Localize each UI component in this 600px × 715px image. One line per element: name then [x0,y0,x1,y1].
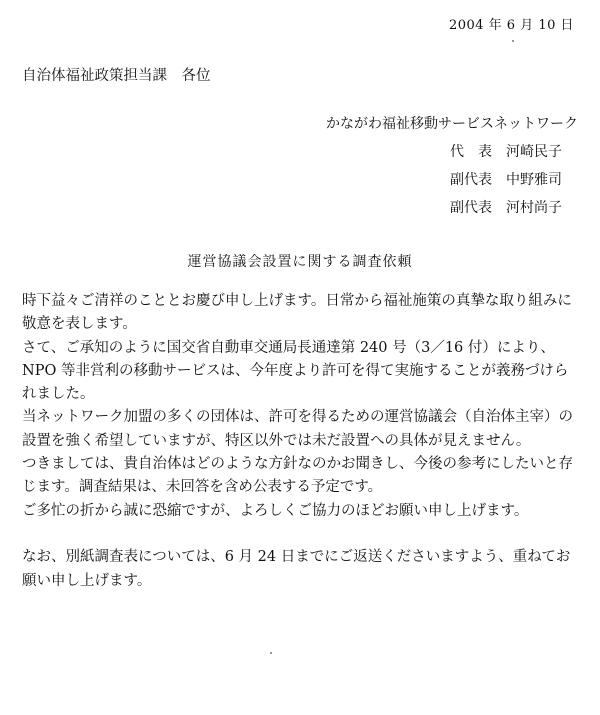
representative-role: 副代表 [450,200,492,216]
representative-name: 河崎民子 [506,144,562,160]
letter-title: 運営協議会設置に関する調査依頼 [187,254,413,270]
body-paragraph: なお、別紙調査表については、6 月 24 日までにご返送くださいますよう、重ねてお願い申し上げます。 [22,549,571,589]
body-paragraph: 時下益々ご清祥のこととお慶び申し上げます。日常から福祉施策の真摯な取り組みに敬意を表します。 [22,293,572,333]
scan-speck [512,40,514,42]
paragraph-gap [22,523,582,546]
body-paragraph: つきましては、貴自治体はどのような方針なのかお聞きし、今後の参考にしたいと存じます。調査結果は、未回答を含め公表する予定です。 [22,456,573,496]
body-paragraph: 当ネットワーク加盟の多くの団体は、許可を得るための運営協議会（自治体主宰）の設置を強く希望していますが、特区以外では未だ設置への具体が見えません。 [22,409,573,449]
letter-body [22,290,582,593]
recipient-line: 自治体福祉政策担当課 各位 [22,68,211,84]
scan-speck [270,652,272,654]
representative-role: 副代表 [450,172,492,188]
sender-block [326,110,578,222]
letter-date: 2004 年 6 月 10 日 [448,18,574,33]
body-paragraph: ご多忙の折から誠に恐縮ですが、よろしくご協力のほどお願い申し上げます。 [22,502,529,519]
representative-name: 中野雅司 [506,172,562,188]
sender-representative [326,166,578,194]
sender-organization: かながわ福祉移動サービスネットワーク [326,116,578,132]
sender-representative [326,138,578,166]
representative-role: 代 表 [450,144,492,160]
representative-name: 河村尚子 [506,200,562,216]
body-paragraph: さて、ご承知のように国交省自動車交通局長通達第 240 号（3／16 付）により、NPO 等非営利の移動サービスは、今年度より許可を得て実施することが義務づけられました。 [22,339,569,403]
sender-representative [326,194,578,222]
